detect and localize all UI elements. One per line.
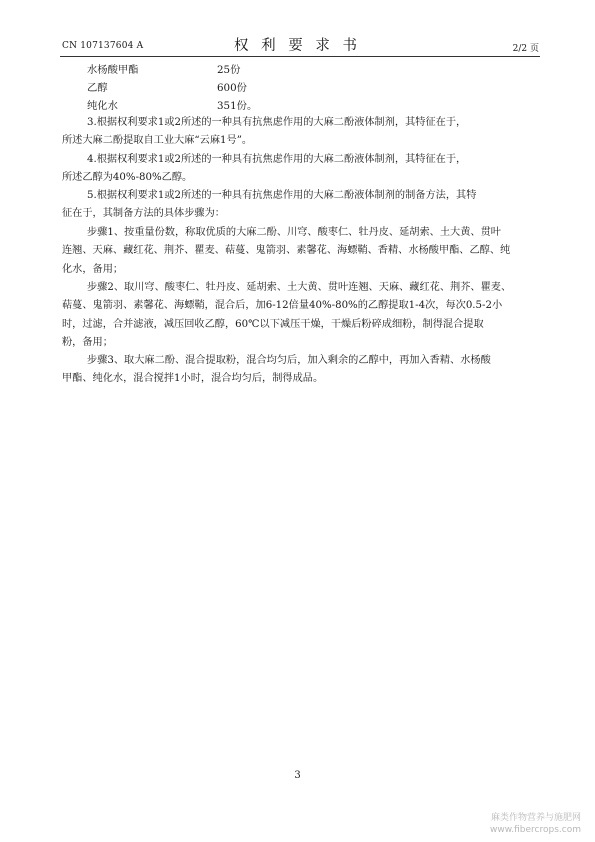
page-number: 3 bbox=[294, 770, 301, 781]
watermark-line: 麻类作物营养与施肥网 bbox=[490, 813, 581, 823]
text-line: 所述乙醇为40%-80%乙醇。 bbox=[62, 172, 193, 184]
text-line: 所述大麻二酚提取自工业大麻“云麻1号”。 bbox=[62, 135, 253, 147]
text-line: 化水，备用； bbox=[62, 263, 124, 275]
text-line: 甲酯、纯化水，混合搅拌1小时，混合均匀后，制得成品。 bbox=[62, 373, 324, 385]
text-line: 粉，备用； bbox=[62, 336, 113, 348]
page-title: 权 利 要 求 书 bbox=[234, 38, 361, 54]
claim-paragraph bbox=[62, 114, 533, 151]
text-line: 步骤2、取川穹、酸枣仁、牡丹皮、延胡索、土大黄、贯叶连翘、天麻、藏红花、荆芥、瞿麦、 bbox=[87, 282, 512, 293]
text-line: 4.根据权利要求1或2所述的一种具有抗焦虑作用的大麻二酚液体制剂，其特征在于， bbox=[87, 154, 467, 165]
ingredient-qty: 600份 bbox=[217, 82, 247, 94]
page-indicator: 2/2 页 bbox=[512, 44, 539, 54]
text-line: 萜蔓、鬼箭羽、素馨花、海螵鞘，混合后，加6-12倍量40%-80%的乙醇提取1-4次，每次0.5-2小 bbox=[62, 300, 503, 312]
text-line: 5.根据权利要求1或2所述的一种具有抗焦虑作用的大麻二酚液体制剂的制备方法，其特 bbox=[87, 190, 477, 201]
claim-paragraph bbox=[62, 187, 533, 224]
watermark bbox=[490, 812, 581, 836]
ingredient-qty: 351份。 bbox=[217, 100, 258, 112]
text-line: 步骤1、按重量份数，称取优质的大麻二酚、川穹、酸枣仁、牡丹皮、延胡索、土大黄、贯叶 bbox=[87, 227, 501, 238]
ingredient-name: 乙醇 bbox=[87, 82, 108, 94]
ingredient-name: 纯化水 bbox=[87, 100, 118, 112]
ingredient-qty: 25份 bbox=[217, 64, 241, 76]
step-paragraph bbox=[62, 224, 533, 279]
text-line: 时，过滤，合并滤液，减压回收乙醇，60℃以下减压干燥，干燥后粉碎成细粉，制得混合提取 bbox=[62, 318, 484, 330]
ingredient-name: 水杨酸甲酯 bbox=[87, 64, 139, 76]
step-paragraph bbox=[62, 352, 533, 389]
step-paragraph bbox=[62, 279, 533, 352]
document-number: CN 107137604 A bbox=[62, 41, 144, 51]
text-line: 步骤3、取大麻二酚、混合提取粉，混合均匀后，加入剩余的乙醇中，再加入香精、水杨酸 bbox=[87, 355, 491, 366]
text-line: 连翘、天麻、藏红花、荆芥、瞿麦、萜蔓、鬼箭羽、素馨花、海螵鞘、香精、水杨酸甲酯、乙醇、纯 bbox=[62, 245, 511, 257]
header-divider bbox=[60, 56, 540, 57]
watermark-line: www.fibercrops.com bbox=[490, 825, 581, 835]
text-line: 征在于，其制备方法的具体步骤为： bbox=[62, 208, 225, 220]
text-line: 3.根据权利要求1或2所述的一种具有抗焦虑作用的大麻二酚液体制剂，其特征在于， bbox=[87, 117, 467, 128]
claim-paragraph bbox=[62, 151, 533, 188]
